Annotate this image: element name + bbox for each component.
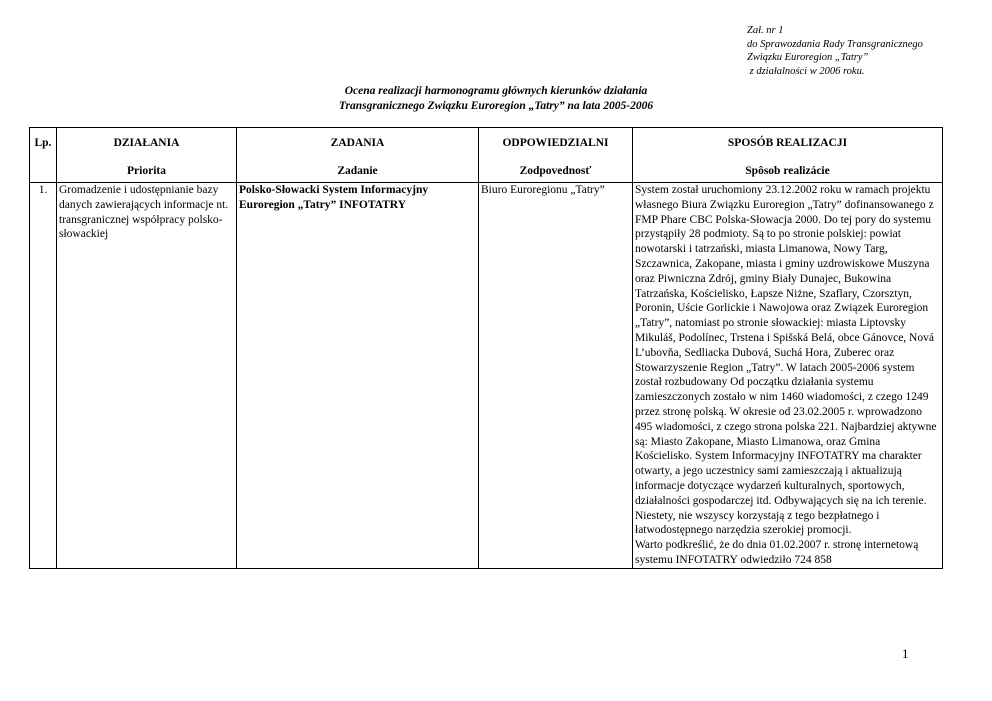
header-lp (30, 128, 57, 183)
cell-dzialanie: Gromadzenie i udostępnianie bazy danych zawierających informacje nt. transgranicznej współpracy polsko-słowackiej (57, 183, 237, 569)
header-odpowiedzialni-sub: Zodpovednosť (519, 165, 592, 177)
annex-note (747, 24, 923, 78)
cell-zadanie: Polsko-Słowacki System Informacyjny Euroregion „Tatry” INFOTATRY (237, 183, 479, 569)
annex-line-3: Związku Euroregion „Tatry” (747, 52, 869, 63)
header-dzialania-label: DZIAŁANIA (113, 137, 180, 149)
header-sposob (633, 128, 943, 183)
header-zadania (237, 128, 479, 183)
title-line-2: Transgranicznego Związku Euroregion „Tatry” na lata 2005-2006 (338, 100, 654, 112)
header-odpowiedzialni (479, 128, 633, 183)
annex-line-1: Zał. nr 1 (747, 25, 784, 36)
table-row (30, 183, 943, 569)
title-line-1: Ocena realizacji harmonogramu głównych kierunków działania (344, 85, 648, 97)
sposob-paragraph-1: System został uruchomiony 23.12.2002 roku w ramach projektu własnego Biura Związku Euroregion „Tatry” dofinansowanego z FMP Phare CBC Polska-Słowacja 2000. Do tej pory do systemu przystąpiły 28 podmioty. Są to po stronie polskiej: powiat nowotarski i tatrzański, miasta Limanowa, Nowy Targ, Szczawnica, Zakopane, miasta i gminy uzdrowiskowe Muszyna oraz Piwniczna Zdrój, gminy Biały Dunajec, Bukowina Tatrzańska, Kościelisko, Łapsze Niżne, Szaflary, Czorsztyn, Poronin, Uście Gorlickie i Nawojowa oraz Związek Euroregion „Tatry”, natomiast po stronie słowackiej: miasta Liptovsky Mikuláš, Podolínec, Trstena i Spišská Belá, obce Gánovce, Nová L’ubovňa, Sedliacka Dubová, Suchá Hora, Zuberec oraz Stowarzyszenie Region „Tatry”. W latach 2005-2006 system został rozbudowany Od początku działania systemu zamieszczonych zostało w nim 1460 wiadomości, z czego 1249 przez stronę polską. W okresie od 23.02.2005 r. wprowadzono 495 wiadomości, z czego strona polska 221. Najbardziej aktywne są: Miasto Zakopane, Miasto Limanowa, oraz Gmina Kościelisko. System Informacyjny INFOTATRY ma charakter otwarty, a jego uczestnicy sami zamieszczają i aktualizują informacje dotyczące wydarzeń kulturalnych, sportowych, działalności gospodarczej itd. Odbywających się na ich terenie. Niestety, nie wszyscy korzystają z tego bezpłatnego i łatwodostępnego narzędzia szerokiej promocji. (635, 184, 937, 537)
header-zadania-sub: Zadanie (337, 165, 378, 177)
sposob-paragraph-2: Warto podkreślić, że do dnia 01.02.2007 r. stronę internetową systemu INFOTATRY odwiedziło 724 858 (635, 539, 919, 566)
table-header-row (30, 128, 943, 183)
header-odpowiedzialni-label: ODPOWIEDZIALNI (502, 137, 609, 149)
header-zadania-label: ZADANIA (330, 137, 385, 149)
cell-sposob (633, 183, 943, 569)
annex-line-2: do Sprawozdania Rady Transgranicznego (747, 38, 923, 50)
document-title (0, 84, 992, 114)
header-sposob-label: SPOSÓB REALIZACJI (727, 137, 848, 149)
header-dzialania-sub: Priorita (127, 165, 166, 177)
cell-lp: 1. (30, 183, 57, 569)
schedule-table (29, 127, 943, 569)
annex-line-4: z działalności w 2006 roku. (747, 65, 865, 77)
header-dzialania (57, 128, 237, 183)
page-number: 1 (902, 646, 909, 661)
header-lp-label: Lp. (34, 137, 52, 149)
header-sposob-sub: Spôsob realizácie (745, 165, 830, 177)
cell-odpowiedzialni: Biuro Euroregionu „Tatry” (479, 183, 633, 569)
